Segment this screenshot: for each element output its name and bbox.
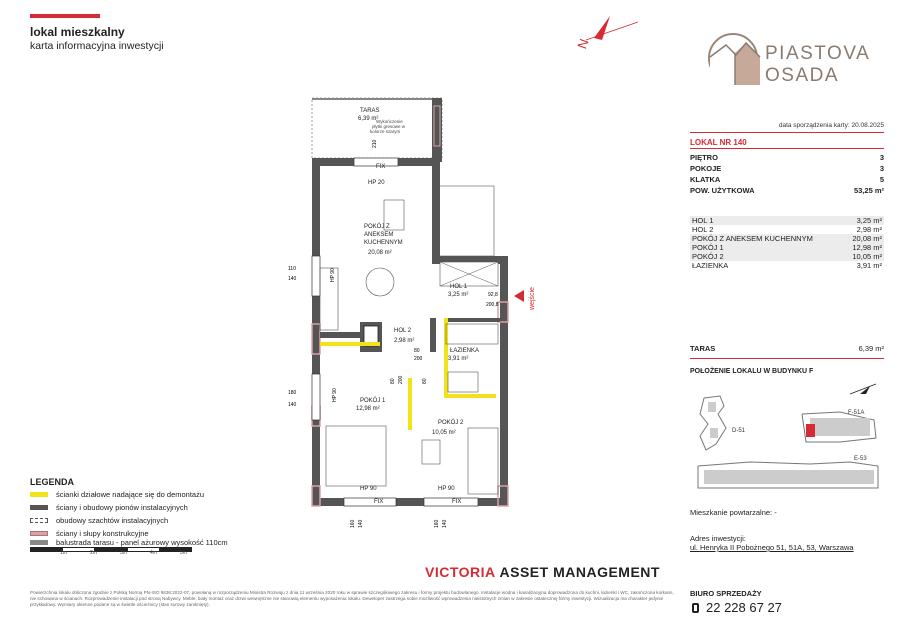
area-row-pokoj2: POKÓJ 2 10,05 m² [692, 252, 882, 261]
room-pokoj1-name: POKÓJ 1 [360, 398, 386, 404]
svg-text:210: 210 [372, 139, 378, 148]
svg-text:200: 200 [414, 356, 423, 362]
svg-text:160: 160 [434, 519, 440, 528]
svg-text:180: 180 [288, 390, 297, 396]
prop-row-rooms: POKOJE 3 [690, 164, 884, 173]
card-date: data sporządzenia karty: 20.08.2025 [778, 122, 884, 129]
legend-item-shaft-housing: obudowy szachtów instalacyjnych [30, 515, 168, 525]
room-taras-name: TARAS [360, 108, 380, 114]
brand-logo-icon [708, 33, 758, 83]
svg-text:200,8: 200,8 [486, 302, 499, 308]
map-label-e53: E-53 [854, 456, 867, 462]
legend-item-balustrade: balustrada tarasu - panel ażurowy wysokość 110cm [30, 537, 228, 547]
sales-office-label: BIURO SPRZEDAŻY [690, 589, 762, 598]
room-hol1-area: 3,25 m² [448, 292, 469, 298]
prop-row-staircase: KLATKA 5 [690, 175, 884, 184]
lokal-number: LOKAL NR 140 [690, 138, 747, 147]
svg-text:160: 160 [350, 519, 356, 528]
svg-text:110: 110 [288, 266, 296, 272]
legend-title: LEGENDA [30, 477, 75, 487]
room-pokoj2-area: 10,05 m² [432, 430, 456, 436]
entrance-arrow-icon [514, 290, 524, 302]
floor-plan [288, 96, 536, 536]
room-pokoj1-area: 12,98 m² [356, 406, 380, 412]
prop-row-floor: PIĘTRO 3 [690, 153, 884, 162]
brand-line2: OSADA [765, 65, 840, 86]
page-subtitle: karta informacyjna inwestycji [30, 40, 164, 52]
room-hol1-name: HOL 1 [450, 284, 468, 290]
window-hp90-c: HP 90 [330, 268, 336, 282]
room-lazienka-area: 3,91 m² [448, 356, 469, 362]
entrance-label: wejście [529, 287, 536, 310]
room-pokoj2-name: POKÓJ 2 [438, 420, 464, 426]
company-logo: VICTORIA ASSET MANAGEMENT [425, 564, 660, 580]
area-row-hol2: HOL 2 2,98 m² [692, 225, 882, 234]
page-title: lokal mieszkalny [30, 25, 125, 39]
window-hp90-a: HP 90 [360, 486, 377, 492]
divider [690, 148, 884, 149]
divider [690, 132, 884, 133]
phone-icon [692, 603, 699, 613]
svg-text:140: 140 [288, 402, 297, 408]
north-label: N [574, 36, 592, 51]
repeat-apartment: Mieszkanie powtarzalne: - [690, 508, 777, 517]
svg-text:200: 200 [398, 375, 404, 384]
window-fix-1: FIX [376, 164, 386, 170]
terrace-note: Wykończenie płytki gresowe w kolorze szarym [370, 119, 406, 134]
window-hp90-b: HP 90 [438, 486, 455, 492]
room-lazienka-name: ŁAZIENKA [450, 348, 480, 354]
room-hol2-area: 2,98 m² [394, 338, 415, 344]
brand-line1: PIASTOVA [765, 43, 871, 64]
window-hp20: HP 20 [368, 180, 385, 186]
divider [690, 358, 884, 359]
area-row-lazienka: ŁAZIENKA 3,91 m² [692, 261, 882, 270]
scale-bar [30, 547, 192, 552]
window-fix-3: FIX [452, 499, 462, 505]
north-arrow-icon [572, 12, 642, 52]
brand-name [765, 43, 870, 87]
address-value[interactable]: ul. Henryka II Pobożnego 51, 51A, 53, Warszawa [690, 543, 854, 552]
building-location-map [690, 384, 884, 494]
svg-text:140: 140 [288, 276, 297, 282]
area-row-hol1: HOL 1 3,25 m² [692, 216, 882, 225]
prop-row-usable-area: POW. UŻYTKOWA 53,25 m² [690, 186, 884, 195]
room-hol2-name: HOL 2 [394, 328, 412, 334]
phone-number[interactable]: 22 228 67 27 [706, 600, 782, 615]
legend-item-shafts-walls: ściany i obudowy pionów instalacyjnych [30, 502, 188, 512]
svg-text:140: 140 [442, 519, 448, 528]
svg-text:92,8: 92,8 [488, 292, 498, 298]
room-living-kitchen-name: POKÓJ Z ANEKSEM KUCHENNYM [364, 224, 403, 246]
address-label: Adres inwestycji: [690, 534, 746, 543]
legend-item-demountable: ścianki działowe nadające się do demontażu [30, 489, 204, 499]
svg-text:80: 80 [422, 378, 428, 384]
room-living-kitchen-area: 20,08 m² [368, 250, 392, 256]
svg-text:140: 140 [358, 519, 364, 528]
location-title: POŁOŻENIE LOKALU W BUDYNKU F [690, 368, 814, 375]
legend-item-structural: ściany i słupy konstrukcyjne [30, 528, 149, 538]
area-row-pokoj1: POKÓJ 1 12,98 m² [692, 243, 882, 252]
room-taras-area: 6,39 m² [358, 116, 379, 122]
taras-row: TARAS 6,39 m² [690, 344, 884, 353]
map-label-f51a: F-51A [848, 410, 865, 416]
svg-text:80: 80 [390, 378, 396, 384]
window-hp90-d: HP 90 [332, 388, 338, 402]
window-fix-2: FIX [374, 499, 384, 505]
svg-text:80: 80 [414, 348, 420, 354]
area-row-living-kitchen: POKÓJ Z ANEKSEM KUCHENNYM 20,08 m² [692, 234, 882, 243]
map-label-d51: D-51 [732, 428, 746, 434]
disclaimer-text: Powierzchnia lokalu obliczona zgodnie z Polską Normą PN-ISO 9836:2022-07, powołaną w rozporządzeniu Ministra Rozwoju z dnia 11 września 2020 roku w sprawie szczegółowego zakresu i formy projektu budowlanego. Instalacje wodna i kanalizacyjna doprowadzona do kuchni, łazienki i WC, zakończona korkami, nie schowana w ścianach. Rozprowadzenie instalacji pod stroną Nabywcy. Meble, biały montaż oraz drzwi wewnętrzne nie stanowią elementu wyposażenia lokalu. Deweloper zastrzega sobie możliwość wprowadzenia nieistotnych zmian w zakresie ostatecznej formy inwestycji. Wizualizacja ma charakter jedynie przykładowy. Wymiary okienne podane są w świetle ościeżnicy (stan surowy zamknięty). [30, 590, 674, 607]
header-accent-bar [30, 14, 100, 18]
